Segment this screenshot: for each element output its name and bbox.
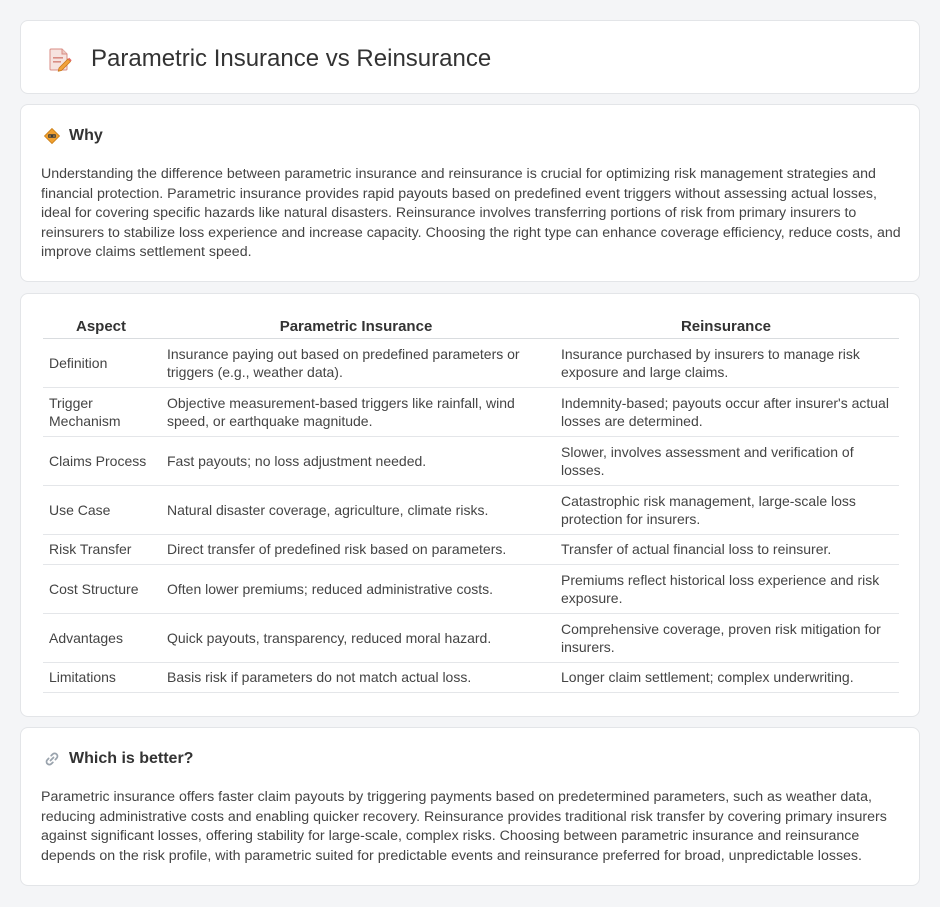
reinsurance-cell: Insurance purchased by insurers to manage risk exposure and large claims. (553, 338, 899, 387)
table-row (43, 662, 899, 692)
aspect-cell: Claims Process (43, 436, 159, 485)
parametric-cell: Quick payouts, transparency, reduced moral hazard. (159, 613, 553, 662)
better-header (43, 750, 193, 768)
table-row (43, 534, 899, 564)
link-icon (43, 750, 61, 768)
title-row (45, 45, 491, 73)
reinsurance-cell: Indemnity-based; payouts occur after insurer's actual losses are determined. (553, 387, 899, 436)
warning-diamond-icon (43, 127, 61, 145)
column-header-aspect: Aspect (43, 316, 159, 338)
table-header-row (43, 316, 899, 338)
column-header-reinsurance: Reinsurance (553, 316, 899, 338)
reinsurance-cell: Slower, involves assessment and verification of losses. (553, 436, 899, 485)
aspect-cell: Use Case (43, 485, 159, 534)
which-is-better-section (20, 727, 920, 886)
aspect-cell: Limitations (43, 662, 159, 692)
reinsurance-cell: Comprehensive coverage, proven risk mitigation for insurers. (553, 613, 899, 662)
reinsurance-cell: Transfer of actual financial loss to reinsurer. (553, 534, 899, 564)
table-row (43, 436, 899, 485)
aspect-cell: Trigger Mechanism (43, 387, 159, 436)
table-row (43, 564, 899, 613)
parametric-cell: Insurance paying out based on predefined parameters or triggers (e.g., weather data). (159, 338, 553, 387)
title-card (20, 20, 920, 94)
table-row (43, 338, 899, 387)
parametric-cell: Often lower premiums; reduced administrative costs. (159, 564, 553, 613)
aspect-cell: Risk Transfer (43, 534, 159, 564)
parametric-cell: Direct transfer of predefined risk based on parameters. (159, 534, 553, 564)
why-heading: Why (69, 127, 103, 144)
reinsurance-cell: Catastrophic risk management, large-scale loss protection for insurers. (553, 485, 899, 534)
better-body: Parametric insurance offers faster claim payouts by triggering payments based on predetermined parameters, such as weather data, reducing administrative costs and enabling quicker recovery. Reinsurance provides traditional risk transfer by covering primary insurers against significant losses, offering stability for large-scale, complex risks. Choosing between parametric insurance and reinsurance depends on the risk profile, with parametric suited for predictable events and reinsurance preferred for broad, unpredictable losses. (41, 789, 887, 864)
document-pencil-icon (45, 45, 73, 73)
parametric-cell: Objective measurement-based triggers like rainfall, wind speed, or earthquake magnitude. (159, 387, 553, 436)
table-row (43, 485, 899, 534)
why-section (20, 104, 920, 282)
reinsurance-cell: Longer claim settlement; complex underwriting. (553, 662, 899, 692)
parametric-cell: Natural disaster coverage, agriculture, climate risks. (159, 485, 553, 534)
table-row (43, 613, 899, 662)
why-body: Understanding the difference between parametric insurance and reinsurance is crucial for optimizing risk management strategies and financial protection. Parametric insurance provides rapid payouts based on predefined event triggers without assessing actual losses, ideal for covering specific hazards like natural disasters. Reinsurance involves transferring portions of risk from primary insurers to reinsurers to stabilize loss experience and increase capacity. Choosing the right type can enhance coverage efficiency, reduce costs, and improve claims settlement speed. (41, 166, 901, 260)
why-header (43, 127, 103, 145)
comparison-table (43, 316, 899, 693)
reinsurance-cell: Premiums reflect historical loss experience and risk exposure. (553, 564, 899, 613)
table-row (43, 387, 899, 436)
comparison-section (20, 293, 920, 717)
aspect-cell: Cost Structure (43, 564, 159, 613)
aspect-cell: Definition (43, 338, 159, 387)
column-header-parametric: Parametric Insurance (159, 316, 553, 338)
parametric-cell: Basis risk if parameters do not match actual loss. (159, 662, 553, 692)
parametric-cell: Fast payouts; no loss adjustment needed. (159, 436, 553, 485)
page-title: Parametric Insurance vs Reinsurance (91, 45, 492, 72)
aspect-cell: Advantages (43, 613, 159, 662)
better-heading: Which is better? (69, 750, 194, 767)
